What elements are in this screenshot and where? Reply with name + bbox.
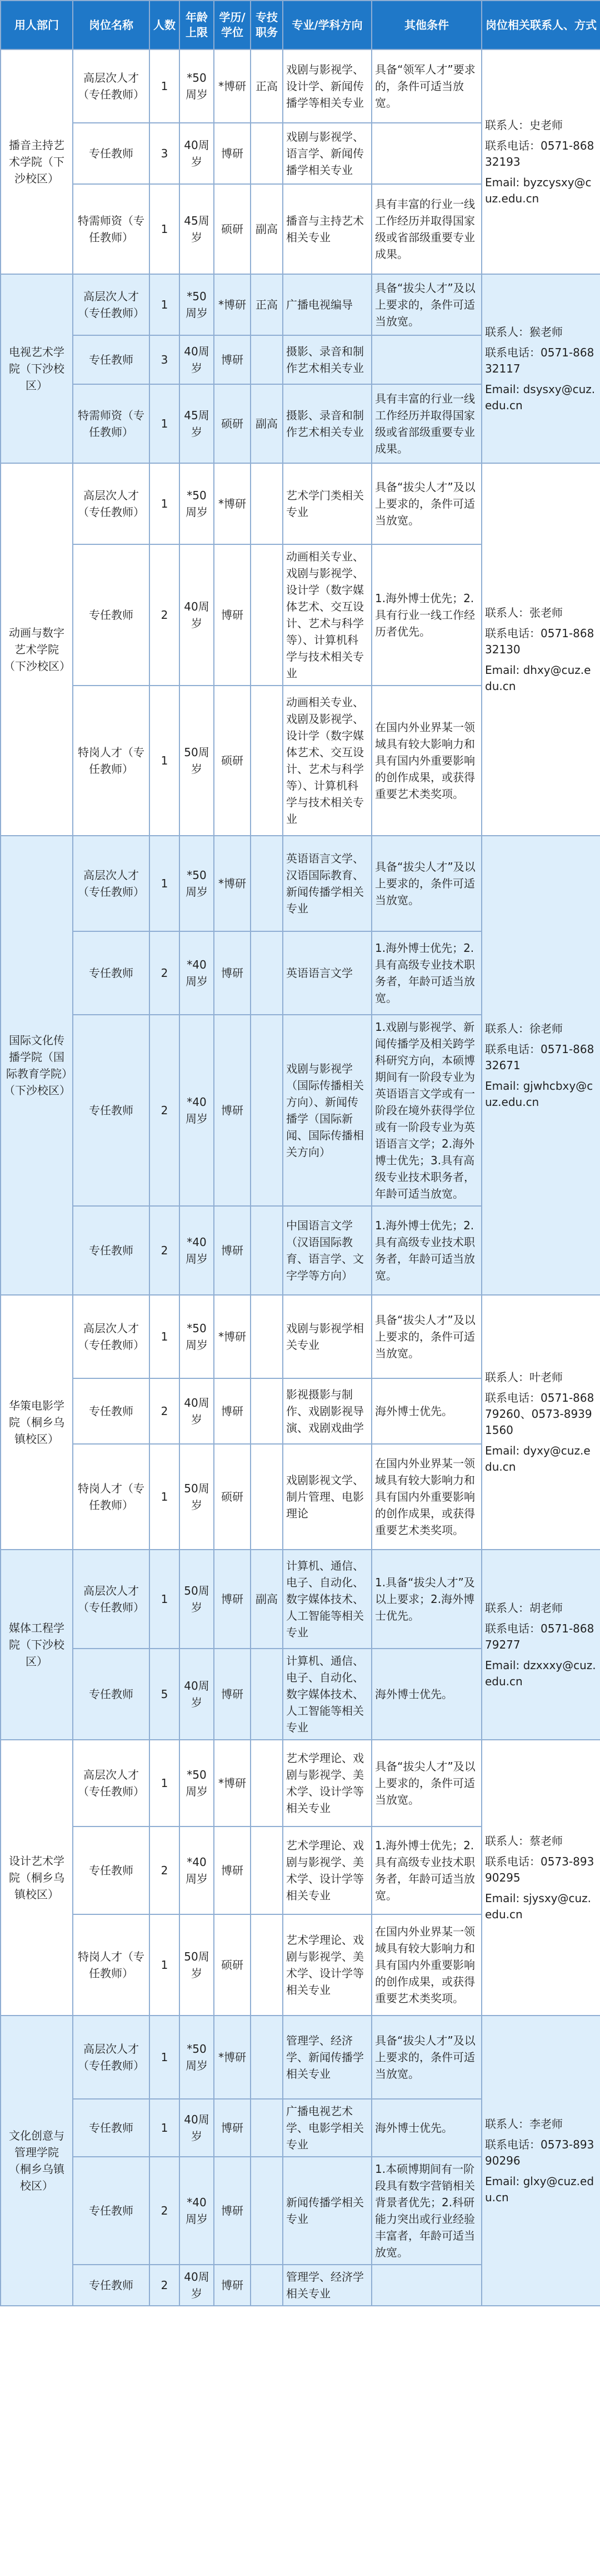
- unit-cell: 文化创意与管理学院（桐乡乌镇校区）: [1, 2016, 73, 2306]
- other-cell: [372, 2265, 482, 2306]
- contact-email[interactable]: Email: byzcysxy@cuz.edu.cn: [485, 175, 592, 205]
- age-cell: 50周岁: [179, 1444, 214, 1550]
- age-cell: 40周岁: [179, 2265, 214, 2306]
- major-cell: 戏剧与影视学（国际传播相关方向）、新闻传播学（国际新闻、国际传播相关方向）: [283, 1015, 372, 1206]
- other-cell: 具有丰富的行业一线工作经历并取得国家级或省部级重要专业成果。: [372, 384, 482, 463]
- table-row: [1, 836, 600, 931]
- age-cell: 50周岁: [179, 1914, 214, 2016]
- title-cell: [251, 1826, 283, 1914]
- age-cell: *50周岁: [179, 1295, 214, 1378]
- degree-cell: 博研: [214, 2099, 251, 2157]
- table-row: [1, 1295, 600, 1378]
- position-cell: 专任教师: [73, 1378, 149, 1444]
- position-cell: 专任教师: [73, 544, 149, 686]
- title-cell: [251, 1378, 283, 1444]
- other-cell: 具备“拔尖人才”及以上要求的，条件可适当放宽。: [372, 463, 482, 544]
- position-cell: 特岗人才（专任教师）: [73, 1444, 149, 1550]
- position-cell: 高层次人才（专任教师）: [73, 2016, 149, 2099]
- degree-cell: 硕研: [214, 1444, 251, 1550]
- position-cell: 专任教师: [73, 1826, 149, 1914]
- age-cell: 40周岁: [179, 2099, 214, 2157]
- contact-cell: [482, 836, 600, 1295]
- contact-cell: [482, 1295, 600, 1550]
- count-cell: 2: [149, 2157, 179, 2265]
- other-cell: 1.具备“拔尖人才”及以上要求；2.海外博士优先。: [372, 1550, 482, 1649]
- major-cell: 戏剧影视文学、制片管理、电影理论: [283, 1444, 372, 1550]
- age-cell: 50周岁: [179, 686, 214, 836]
- unit-cell: 电视艺术学院（下沙校区）: [1, 274, 73, 463]
- major-cell: 播音与主持艺术相关专业: [283, 184, 372, 274]
- degree-cell: 硕研: [214, 184, 251, 274]
- age-cell: *50周岁: [179, 49, 214, 123]
- count-cell: 1: [149, 184, 179, 274]
- unit-cell: 设计艺术学院（桐乡乌镇校区）: [1, 1740, 73, 2016]
- degree-cell: 博研: [214, 2157, 251, 2265]
- table-row: [1, 1550, 600, 1649]
- major-cell: 戏剧与影视学相关专业: [283, 1295, 372, 1378]
- title-cell: [251, 335, 283, 384]
- age-cell: 40周岁: [179, 1378, 214, 1444]
- degree-cell: 博研: [214, 1550, 251, 1649]
- contact-phone: 联系电话：0573-89390295: [485, 1854, 594, 1884]
- unit-cell: 华策电影学院（桐乡乌镇校区）: [1, 1295, 73, 1550]
- table-header: [1, 1, 600, 49]
- count-cell: 2: [149, 931, 179, 1015]
- contact-person: 联系人：张老师: [485, 605, 563, 619]
- title-cell: [251, 2099, 283, 2157]
- count-cell: 1: [149, 2016, 179, 2099]
- degree-cell: 博研: [214, 1649, 251, 1740]
- age-cell: *50周岁: [179, 2016, 214, 2099]
- major-cell: 摄影、录音和制作艺术相关专业: [283, 384, 372, 463]
- title-cell: [251, 1914, 283, 2016]
- degree-cell: 博研: [214, 1378, 251, 1444]
- degree-cell: *博研: [214, 274, 251, 335]
- contact-cell: [482, 463, 600, 836]
- age-cell: 45周岁: [179, 184, 214, 274]
- degree-cell: 博研: [214, 1826, 251, 1914]
- other-cell: 在国内外业界某一领域具有较大影响力和具有国内外重要影响的创作成果，或获得重要艺术类奖项。: [372, 686, 482, 836]
- count-cell: 2: [149, 544, 179, 686]
- major-cell: 动画相关专业、戏剧与影视学、设计学（数字媒体艺术、交互设计、艺术与科学等）、计算机科学与技术相关专业: [283, 544, 372, 686]
- header-degree: 学历/学位: [214, 1, 251, 49]
- major-cell: 艺术学理论、戏剧与影视学、美术学、设计学等相关专业: [283, 1826, 372, 1914]
- degree-cell: 博研: [214, 2265, 251, 2306]
- age-cell: 40周岁: [179, 1649, 214, 1740]
- contact-cell: [482, 2016, 600, 2306]
- position-cell: 高层次人才（专任教师）: [73, 1295, 149, 1378]
- contact-cell: [482, 274, 600, 463]
- contact-email[interactable]: Email: dsysxy@cuz.edu.cn: [485, 382, 596, 412]
- age-cell: *40周岁: [179, 931, 214, 1015]
- age-cell: 40周岁: [179, 335, 214, 384]
- major-cell: 计算机、通信、电子、自动化、数字媒体技术、人工智能等相关专业: [283, 1649, 372, 1740]
- title-cell: 副高: [251, 184, 283, 274]
- table-row: [1, 274, 600, 335]
- age-cell: *50周岁: [179, 1740, 214, 1826]
- table-body: [1, 49, 600, 2306]
- other-cell: 1.戏剧与影视学、新闻传播学及相关跨学科研究方向，本硕博期间有一阶段专业为英语语言文学或有一阶段在境外获得学位或有一阶段专业为英语语言文学；2.海外博士优先；3.具有高级专业技术职务者，年龄可适当放宽。: [372, 1015, 482, 1206]
- unit-cell: 国际文化传播学院（国际教育学院）（下沙校区）: [1, 836, 73, 1295]
- position-cell: 特需师资（专任教师）: [73, 384, 149, 463]
- contact-email[interactable]: Email: dzxxxy@cuz.edu.cn: [485, 1658, 596, 1688]
- contact-person: 联系人：徐老师: [485, 1021, 563, 1035]
- contact-person: 联系人：史老师: [485, 118, 563, 132]
- other-cell: 具备“拔尖人才”及以上要求的，条件可适当放宽。: [372, 2016, 482, 2099]
- header-major: 专业/学科方向: [283, 1, 372, 49]
- count-cell: 3: [149, 335, 179, 384]
- contact-phone: 联系电话：0571-86832193: [485, 138, 594, 168]
- table-row: [1, 2016, 600, 2099]
- major-cell: 新闻传播学相关专业: [283, 2157, 372, 2265]
- contact-phone: 联系电话：0571-86832117: [485, 345, 594, 375]
- header-position: 岗位名称: [73, 1, 149, 49]
- title-cell: [251, 931, 283, 1015]
- degree-cell: 硕研: [214, 686, 251, 836]
- title-cell: [251, 1740, 283, 1826]
- title-cell: [251, 2016, 283, 2099]
- count-cell: 1: [149, 1550, 179, 1649]
- header-row: [1, 1, 600, 49]
- other-cell: 具备“领军人才”要求的，条件可适当放宽。: [372, 49, 482, 123]
- degree-cell: *博研: [214, 1740, 251, 1826]
- contact-person: 联系人：李老师: [485, 2117, 563, 2131]
- major-cell: 戏剧与影视学、设计学、新闻传播学等相关专业: [283, 49, 372, 123]
- position-cell: 专任教师: [73, 2265, 149, 2306]
- count-cell: 2: [149, 2265, 179, 2306]
- contact-email[interactable]: Email: glxy@cuz.edu.cn: [485, 2174, 594, 2204]
- degree-cell: 博研: [214, 123, 251, 184]
- title-cell: 副高: [251, 384, 283, 463]
- title-cell: [251, 544, 283, 686]
- count-cell: 1: [149, 463, 179, 544]
- contact-cell: [482, 1740, 600, 2016]
- count-cell: 2: [149, 1826, 179, 1914]
- age-cell: 50周岁: [179, 1550, 214, 1649]
- count-cell: 1: [149, 686, 179, 836]
- age-cell: *50周岁: [179, 274, 214, 335]
- contact-email[interactable]: Email: gjwhcbxy@cuz.edu.cn: [485, 1079, 593, 1109]
- degree-cell: 博研: [214, 335, 251, 384]
- degree-cell: *博研: [214, 1295, 251, 1378]
- count-cell: 1: [149, 1914, 179, 2016]
- major-cell: 中国语言文学（汉语国际教育、语言学、文字学等方向）: [283, 1206, 372, 1295]
- contact-email[interactable]: Email: dhxy@cuz.edu.cn: [485, 663, 591, 693]
- degree-cell: 博研: [214, 931, 251, 1015]
- age-cell: 40周岁: [179, 544, 214, 686]
- degree-cell: *博研: [214, 836, 251, 931]
- title-cell: [251, 1295, 283, 1378]
- count-cell: 1: [149, 836, 179, 931]
- other-cell: 具备“拔尖人才”及以上要求的，条件可适当放宽。: [372, 1740, 482, 1826]
- contact-person: 联系人：蔡老师: [485, 1834, 563, 1848]
- major-cell: 艺术学理论、戏剧与影视学、美术学、设计学等相关专业: [283, 1914, 372, 2016]
- major-cell: 计算机、通信、电子、自动化、数字媒体技术、人工智能等相关专业: [283, 1550, 372, 1649]
- count-cell: 1: [149, 1295, 179, 1378]
- age-cell: *50周岁: [179, 463, 214, 544]
- header-other: 其他条件: [372, 1, 482, 49]
- major-cell: 广播电视编导: [283, 274, 372, 335]
- contact-phone: 联系电话：0571-86832130: [485, 626, 594, 656]
- contact-person: 联系人：猴老师: [485, 325, 563, 339]
- position-cell: 专任教师: [73, 1206, 149, 1295]
- major-cell: 管理学、经济学、新闻传播学相关专业: [283, 2016, 372, 2099]
- contact-email[interactable]: Email: dyxy@cuz.edu.cn: [485, 1444, 591, 1473]
- header-age: 年龄上限: [179, 1, 214, 49]
- title-cell: [251, 2157, 283, 2265]
- count-cell: 2: [149, 1378, 179, 1444]
- degree-cell: *博研: [214, 2016, 251, 2099]
- major-cell: 影视摄影与制作、戏剧影视导演、戏剧戏曲学: [283, 1378, 372, 1444]
- position-cell: 专任教师: [73, 1649, 149, 1740]
- header-count: 人数: [149, 1, 179, 49]
- count-cell: 1: [149, 2099, 179, 2157]
- other-cell: 1.海外博士优先；2.具有高级专业技术职务者，年龄可适当放宽。: [372, 1206, 482, 1295]
- other-cell: 在国内外业界某一领域具有较大影响力和具有国内外重要影响的创作成果，或获得重要艺术类奖项。: [372, 1914, 482, 2016]
- other-cell: [372, 123, 482, 184]
- degree-cell: 硕研: [214, 384, 251, 463]
- count-cell: 2: [149, 1206, 179, 1295]
- major-cell: 动画相关专业、戏剧及影视学、设计学（数字媒体艺术、交互设计、艺术与科学等）、计算机科学与技术相关专业: [283, 686, 372, 836]
- title-cell: 正高: [251, 274, 283, 335]
- title-cell: [251, 123, 283, 184]
- age-cell: *40周岁: [179, 2157, 214, 2265]
- position-cell: 特需师资（专任教师）: [73, 184, 149, 274]
- title-cell: [251, 686, 283, 836]
- other-cell: 在国内外业界某一领域具有较大影响力和具有国内外重要影响的创作成果，或获得重要艺术类奖项。: [372, 1444, 482, 1550]
- degree-cell: 硕研: [214, 1914, 251, 2016]
- age-cell: 40周岁: [179, 123, 214, 184]
- table-row: [1, 1740, 600, 1826]
- major-cell: 戏剧与影视学、语言学、新闻传播学相关专业: [283, 123, 372, 184]
- other-cell: 具备“拔尖人才”及以上要求的，条件可适当放宽。: [372, 274, 482, 335]
- other-cell: [372, 335, 482, 384]
- age-cell: *50周岁: [179, 836, 214, 931]
- title-cell: [251, 1015, 283, 1206]
- age-cell: *40周岁: [179, 1206, 214, 1295]
- age-cell: *40周岁: [179, 1015, 214, 1206]
- degree-cell: 博研: [214, 1206, 251, 1295]
- other-cell: 具备“拔尖人才”及以上要求的，条件可适当放宽。: [372, 1295, 482, 1378]
- count-cell: 5: [149, 1649, 179, 1740]
- other-cell: 1.海外博士优先；2.具有行业一线工作经历者优先。: [372, 544, 482, 686]
- title-cell: [251, 1206, 283, 1295]
- count-cell: 1: [149, 1740, 179, 1826]
- major-cell: 英语语言文学: [283, 931, 372, 1015]
- unit-cell: 播音主持艺术学院（下沙校区）: [1, 49, 73, 274]
- age-cell: *40周岁: [179, 1826, 214, 1914]
- other-cell: 1.海外博士优先；2.具有高级专业技术职务者，年龄可适当放宽。: [372, 931, 482, 1015]
- other-cell: 具备“拔尖人才”及以上要求的，条件可适当放宽。: [372, 836, 482, 931]
- position-cell: 专任教师: [73, 123, 149, 184]
- table-row: [1, 463, 600, 544]
- unit-cell: 媒体工程学院（下沙校区）: [1, 1550, 73, 1740]
- position-cell: 高层次人才（专任教师）: [73, 274, 149, 335]
- header-title: 专技职务: [251, 1, 283, 49]
- major-cell: 艺术学理论、戏剧与影视学、美术学、设计学等相关专业: [283, 1740, 372, 1826]
- major-cell: 管理学、经济学相关专业: [283, 2265, 372, 2306]
- position-cell: 专任教师: [73, 931, 149, 1015]
- title-cell: 正高: [251, 49, 283, 123]
- position-cell: 高层次人才（专任教师）: [73, 463, 149, 544]
- header-unit: 用人部门: [1, 1, 73, 49]
- title-cell: [251, 463, 283, 544]
- degree-cell: 博研: [214, 1015, 251, 1206]
- position-cell: 特岗人才（专任教师）: [73, 1914, 149, 2016]
- degree-cell: 博研: [214, 544, 251, 686]
- position-cell: 高层次人才（专任教师）: [73, 836, 149, 931]
- contact-phone: 联系电话：0571-86879277: [485, 1621, 594, 1651]
- major-cell: 摄影、录音和制作艺术相关专业: [283, 335, 372, 384]
- title-cell: [251, 2265, 283, 2306]
- degree-cell: *博研: [214, 463, 251, 544]
- other-cell: 具有丰富的行业一线工作经历并取得国家级或省部级重要专业成果。: [372, 184, 482, 274]
- position-cell: 高层次人才（专任教师）: [73, 1740, 149, 1826]
- count-cell: 2: [149, 1015, 179, 1206]
- degree-cell: *博研: [214, 49, 251, 123]
- position-cell: 高层次人才（专任教师）: [73, 49, 149, 123]
- table-row: [1, 49, 600, 123]
- count-cell: 1: [149, 384, 179, 463]
- age-cell: 45周岁: [179, 384, 214, 463]
- contact-phone: 联系电话：0571-86832671: [485, 1042, 594, 1072]
- other-cell: 海外博士优先。: [372, 1649, 482, 1740]
- title-cell: [251, 1649, 283, 1740]
- position-cell: 高层次人才（专任教师）: [73, 1550, 149, 1649]
- unit-cell: 动画与数字艺术学院（下沙校区）: [1, 463, 73, 836]
- count-cell: 1: [149, 49, 179, 123]
- title-cell: 副高: [251, 1550, 283, 1649]
- position-cell: 专任教师: [73, 2099, 149, 2157]
- other-cell: 海外博士优先。: [372, 1378, 482, 1444]
- count-cell: 1: [149, 1444, 179, 1550]
- header-contact: 岗位相关联系人、方式: [482, 1, 600, 49]
- position-cell: 专任教师: [73, 1015, 149, 1206]
- contact-person: 联系人：叶老师: [485, 1371, 563, 1384]
- other-cell: 海外博士优先。: [372, 2099, 482, 2157]
- contact-phone: 联系电话：0573-89390296: [485, 2137, 594, 2167]
- contact-person: 联系人：胡老师: [485, 1601, 563, 1615]
- title-cell: [251, 836, 283, 931]
- title-cell: [251, 1444, 283, 1550]
- major-cell: 英语语言文学、汉语国际教育、新闻传播学相关专业: [283, 836, 372, 931]
- count-cell: 3: [149, 123, 179, 184]
- contact-email[interactable]: Email: sjysxy@cuz.edu.cn: [485, 1891, 592, 1921]
- contact-cell: [482, 49, 600, 274]
- major-cell: 艺术学门类相关专业: [283, 463, 372, 544]
- count-cell: 1: [149, 274, 179, 335]
- position-cell: 专任教师: [73, 335, 149, 384]
- contact-cell: [482, 1550, 600, 1740]
- contact-phone: 联系电话：0571-86879260、0573-89391560: [485, 1391, 594, 1437]
- position-cell: 特岗人才（专任教师）: [73, 686, 149, 836]
- major-cell: 广播电视艺术学、电影学相关专业: [283, 2099, 372, 2157]
- other-cell: 1.本硕博期间有一阶段具有数字营销相关背景者优先；2.科研能力突出或行业经验丰富者，年龄可适当放宽。: [372, 2157, 482, 2265]
- position-cell: 专任教师: [73, 2157, 149, 2265]
- other-cell: 1.海外博士优先；2.具有高级专业技术职务者，年龄可适当放宽。: [372, 1826, 482, 1914]
